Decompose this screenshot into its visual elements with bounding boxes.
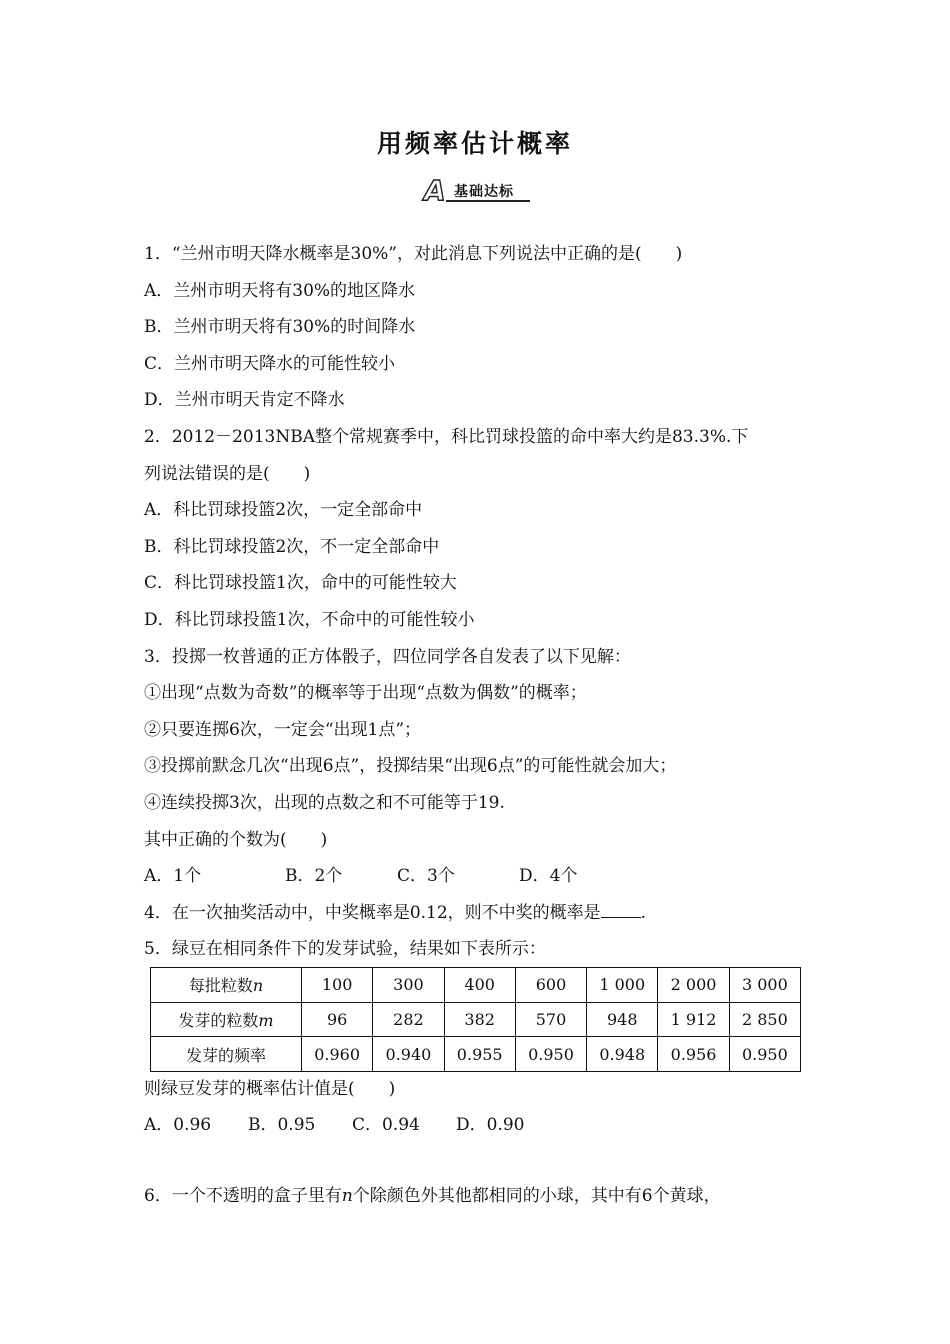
q5-question: 则绿豆发芽的概率估计值是( ): [144, 1079, 396, 1099]
q1-option-d: D．兰州市明天肯定不降水: [144, 390, 345, 410]
q4-stem-text: 4．在一次抽奖活动中，中奖概率是0.12，则不中奖的概率是: [144, 903, 601, 923]
badge-underline: [446, 200, 530, 202]
table-cell: 0.948: [587, 1037, 658, 1072]
table-cell: 0.940: [373, 1037, 444, 1072]
q5-option-a: A．0.96: [144, 1115, 212, 1135]
q3-stem: 3．投掷一枚普通的正方体骰子，四位同学各自发表了以下见解：: [144, 647, 631, 667]
q2-option-b: B．科比罚球投篮2次，不一定全部命中: [144, 537, 440, 557]
q3-option-d: D．4个: [519, 866, 578, 886]
table-cell: 600: [515, 968, 586, 1003]
variable-n: n: [341, 1186, 353, 1206]
table-cell: 0.960: [302, 1037, 373, 1072]
table-row-header: 发芽的频率: [151, 1037, 302, 1072]
q2-option-a: A．科比罚球投篮2次，一定全部命中: [144, 500, 423, 520]
table-row: [151, 1002, 801, 1037]
table-cell: 0.956: [658, 1037, 729, 1072]
badge-letter: A: [424, 174, 446, 207]
q1-option-a: A．兰州市明天将有30%的地区降水: [144, 281, 416, 301]
table-cell: 2 000: [658, 968, 729, 1003]
q2-stem-line2: 列说法错误的是( ): [144, 464, 311, 484]
q6-stem-rest: 个除颜色外其他都相同的小球，其中有6个黄球，: [352, 1186, 721, 1206]
table-cell: 0.950: [515, 1037, 586, 1072]
q2-stem-line1: 2．2012－2013NBA整个常规赛季中，科比罚球投篮的命中率大约是83.3%.下: [144, 427, 749, 447]
table-cell: 1 000: [587, 968, 658, 1003]
q1-stem: 1．“兰州市明天降水概率是30%”，对此消息下列说法中正确的是( ): [144, 244, 683, 264]
table-cell: 1 912: [658, 1002, 729, 1037]
table-cell: 0.950: [729, 1037, 800, 1072]
table-cell: 948: [587, 1002, 658, 1037]
q4-answer-blank: [601, 901, 641, 918]
table-row-header: 发芽的粒数m: [151, 1002, 302, 1037]
variable-n: n: [252, 976, 264, 996]
page-title: 用频率估计概率: [376, 129, 573, 158]
table-cell: 300: [373, 968, 444, 1003]
q1-option-b: B．兰州市明天将有30%的时间降水: [144, 317, 416, 337]
table-row: [151, 1037, 801, 1072]
table-cell: 282: [373, 1002, 444, 1037]
table-cell: 570: [515, 1002, 586, 1037]
table-cell: 3 000: [729, 968, 800, 1003]
q5-options: [144, 1113, 524, 1137]
q3-options: [144, 864, 577, 888]
section-badge: [424, 176, 530, 206]
table-cell: 400: [444, 968, 515, 1003]
germination-table: [150, 967, 801, 1072]
q3-question: 其中正确的个数为( ): [144, 830, 328, 850]
table-row-header: 每批粒数n: [151, 968, 302, 1003]
table-row: [151, 968, 801, 1003]
badge-label: 基础达标: [454, 184, 514, 200]
q4-stem-end: .: [640, 903, 647, 923]
q6-stem: [144, 1184, 721, 1208]
q4-stem: [144, 901, 646, 925]
q1-option-c: C．兰州市明天降水的可能性较小: [144, 354, 396, 374]
q3-statement-2: ②只要连掷6次，一定会“出现1点”；: [144, 720, 422, 740]
q5-option-d: D．0.90: [456, 1115, 525, 1135]
table-cell: 96: [302, 1002, 373, 1037]
table-cell: 2 850: [729, 1002, 800, 1037]
table-cell: 382: [444, 1002, 515, 1037]
q5-option-b: B．0.95: [248, 1115, 316, 1135]
q3-statement-3: ③投掷前默念几次“出现6点”，投掷结果“出现6点”的可能性就会加大；: [144, 756, 677, 776]
q2-option-c: C．科比罚球投篮1次，命中的可能性较大: [144, 573, 457, 593]
table-cell: 0.955: [444, 1037, 515, 1072]
q3-option-b: B．2个: [285, 866, 343, 886]
q5-stem: 5．绿豆在相同条件下的发芽试验，结果如下表所示：: [144, 939, 546, 959]
q3-statement-1: ①出现“点数为奇数”的概率等于出现“点数为偶数”的概率；: [144, 683, 587, 703]
q6-stem-text: 6．一个不透明的盒子里有: [144, 1186, 342, 1206]
q3-option-a: A．1个: [144, 866, 202, 886]
q3-option-c: C．3个: [397, 866, 455, 886]
q5-option-c: C．0.94: [352, 1115, 420, 1135]
q2-option-d: D．科比罚球投篮1次，不命中的可能性较小: [144, 610, 475, 630]
q3-statement-4: ④连续投掷3次，出现的点数之和不可能等于19.: [144, 793, 505, 813]
table-cell: 100: [302, 968, 373, 1003]
variable-m: m: [258, 1010, 274, 1030]
